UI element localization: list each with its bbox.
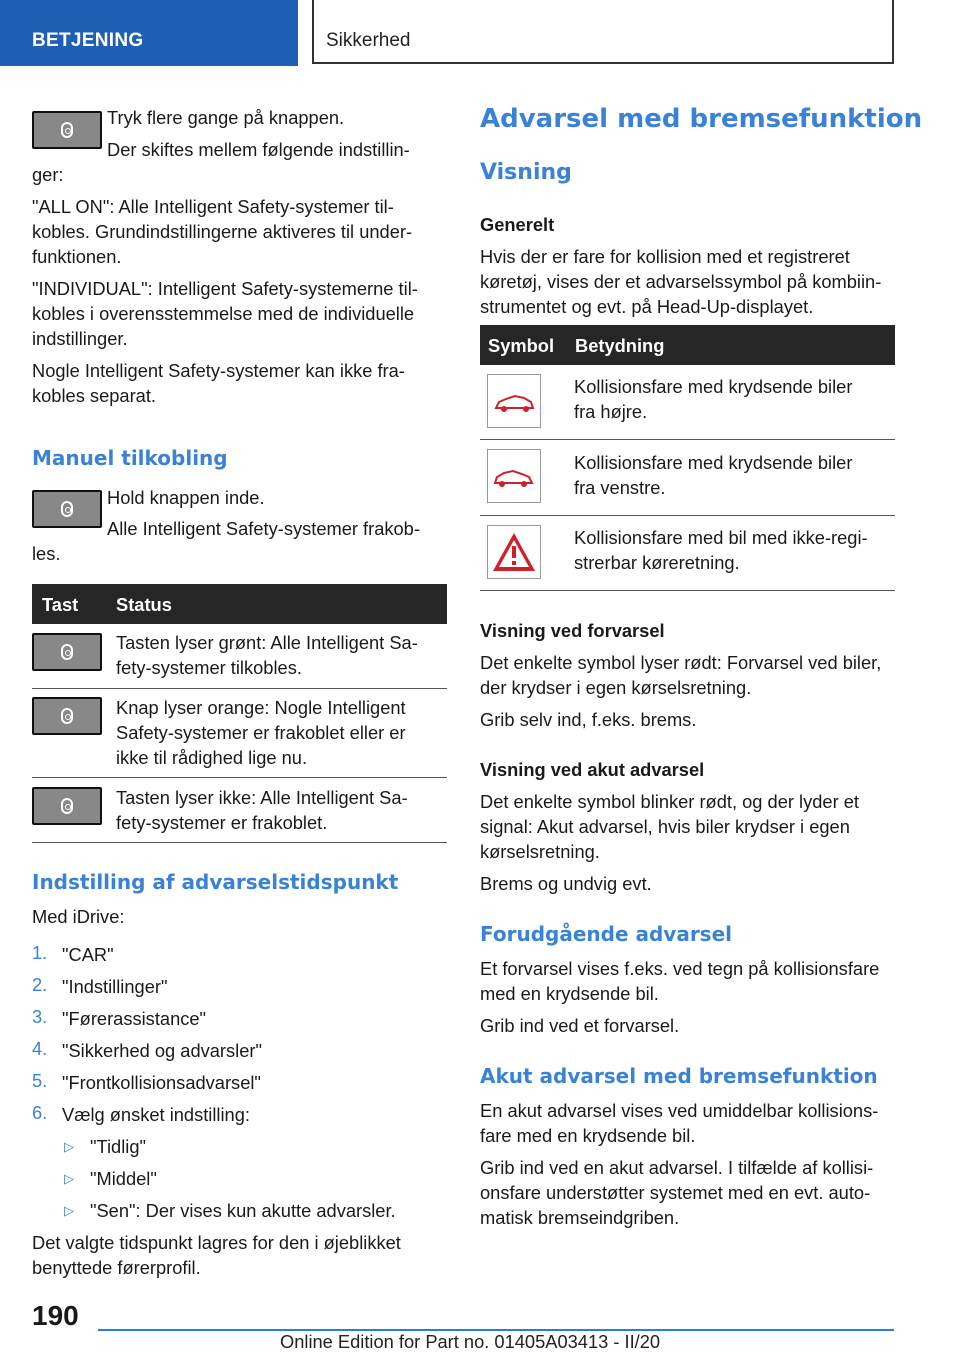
fore-line: Grib ind ved et forvarsel. xyxy=(480,1015,680,1036)
table-divider xyxy=(480,590,895,591)
intro-line: ger: xyxy=(32,164,64,185)
table-cell: Tasten lyser ikke: Alle Intelligent Sa- xyxy=(116,787,408,808)
setting-intro: Med iDrive: xyxy=(32,906,125,927)
fore-heading: Forudgående advarsel xyxy=(480,922,733,946)
step-number: 6. xyxy=(32,1102,48,1123)
step-number: 3. xyxy=(32,1006,48,1027)
table-cell: fra højre. xyxy=(574,401,648,422)
button-table-header xyxy=(32,584,447,624)
table-cell: Kollisionsfare med krydsende biler xyxy=(574,376,853,397)
substep-text: "Sen": Der vises kun akutte advarsler. xyxy=(90,1200,396,1221)
intro-line: "ALL ON": Alle Intelligent Safety-systemer til- xyxy=(32,196,394,217)
main-heading: Advarsel med bremsefunktion xyxy=(480,104,923,134)
car-crossing-right-icon xyxy=(487,374,541,428)
table-cell: Safety-systemer er frakoblet eller er xyxy=(116,722,406,743)
general-line: Hvis der er fare for kollision med et registreret xyxy=(480,246,850,267)
chapter-label: Sikkerhed xyxy=(326,30,411,51)
intro-line: funktionen. xyxy=(32,246,122,267)
display-heading: Visning xyxy=(480,160,572,185)
table-divider xyxy=(32,842,447,843)
safety-button-icon xyxy=(32,490,102,528)
step-number: 5. xyxy=(32,1070,48,1091)
manual-line: Hold knappen inde. xyxy=(107,487,265,508)
step-number: 1. xyxy=(32,942,48,963)
table-cell: Tasten lyser grønt: Alle Intelligent Sa- xyxy=(116,632,418,653)
table-divider xyxy=(32,688,447,689)
bullet-triangle-icon: ▷ xyxy=(64,1139,74,1154)
edition-note: Online Edition for Part no. 01405A03413 - II/20 xyxy=(280,1331,661,1352)
table-cell: Knap lyser orange: Nogle Intelligent xyxy=(116,697,406,718)
akut-line: Grib ind ved en akut advarsel. I tilfælde af kollisi- xyxy=(480,1157,874,1178)
pre-line: der krydser i egen kørselsretning. xyxy=(480,677,752,698)
akut-heading: Akut advarsel med bremsefunktion xyxy=(480,1064,878,1088)
step-text: "CAR" xyxy=(62,944,114,965)
table-header-cell: Status xyxy=(116,594,172,615)
safety-button-off-icon xyxy=(32,787,102,825)
table-divider xyxy=(480,515,895,516)
step-text: "Indstillinger" xyxy=(62,976,168,997)
table-header-cell: Betydning xyxy=(575,335,665,356)
acute-line: signal: Akut advarsel, hvis biler krydser i egen xyxy=(480,816,850,837)
step-text: Vælg ønsket indstilling: xyxy=(62,1104,250,1125)
safety-button-icon xyxy=(32,111,102,149)
car-crossing-left-icon xyxy=(487,449,541,503)
section-label: BETJENING xyxy=(32,30,144,51)
table-cell: strerbar køreretning. xyxy=(574,552,740,573)
bullet-triangle-icon: ▷ xyxy=(64,1203,74,1218)
intro-line: kobles. Grundindstillingerne aktiveres til under- xyxy=(32,221,413,242)
pre-line: Grib selv ind, f.eks. brems. xyxy=(480,709,697,730)
table-cell: fety-systemer tilkobles. xyxy=(116,657,302,678)
fore-line: med en krydsende bil. xyxy=(480,983,659,1004)
table-cell: Kollisionsfare med krydsende biler xyxy=(574,452,853,473)
table-header-cell: Tast xyxy=(42,594,79,615)
intro-line: "INDIVIDUAL": Intelligent Safety-systemerne til- xyxy=(32,278,418,299)
step-text: "Førerassistance" xyxy=(62,1008,207,1029)
table-divider xyxy=(480,439,895,440)
general-heading: Generelt xyxy=(480,214,555,235)
intro-line: indstillinger. xyxy=(32,328,128,349)
intro-line: kobles separat. xyxy=(32,385,156,406)
general-line: strumentet og evt. på Head-Up-displayet. xyxy=(480,296,814,317)
fore-line: Et forvarsel vises f.eks. ved tegn på kollisionsfare xyxy=(480,958,880,979)
step-text: "Sikkerhed og advarsler" xyxy=(62,1040,262,1061)
table-divider xyxy=(32,777,447,778)
symbol-table-header xyxy=(480,325,895,365)
step-number: 4. xyxy=(32,1038,48,1059)
step-text: "Frontkollisionsadvarsel" xyxy=(62,1072,261,1093)
table-header-cell: Symbol xyxy=(488,335,555,356)
manual-line: les. xyxy=(32,543,61,564)
akut-line: onsfare understøtter systemet med en evt. auto- xyxy=(480,1182,871,1203)
pre-line: Det enkelte symbol lyser rødt: Forvarsel ved biler, xyxy=(480,652,882,673)
akut-line: fare med en krydsende bil. xyxy=(480,1125,696,1146)
setting-heading: Indstilling af advarselstidspunkt xyxy=(32,870,399,894)
manual-line: Alle Intelligent Safety-systemer frakob- xyxy=(107,518,420,539)
substep-text: "Tidlig" xyxy=(90,1136,146,1157)
section-tab xyxy=(0,0,298,66)
acute-line: Det enkelte symbol blinker rødt, og der lyder et xyxy=(480,791,859,812)
safety-button-green-icon xyxy=(32,633,102,671)
table-cell: fety-systemer er frakoblet. xyxy=(116,812,328,833)
intro-line: Der skiftes mellem følgende indstillin- xyxy=(107,139,410,160)
warning-triangle-icon xyxy=(487,525,541,579)
step-number: 2. xyxy=(32,974,48,995)
pre-heading: Visning ved forvarsel xyxy=(480,620,665,641)
akut-line: En akut advarsel vises ved umiddelbar kollisions- xyxy=(480,1100,879,1121)
intro-line: Tryk flere gange på knappen. xyxy=(107,107,345,128)
table-cell: fra venstre. xyxy=(574,477,666,498)
safety-button-orange-icon xyxy=(32,697,102,735)
intro-line: Nogle Intelligent Safety-systemer kan ikke fra- xyxy=(32,360,405,381)
manual-heading: Manuel tilkobling xyxy=(32,446,228,470)
table-cell: ikke til rådighed lige nu. xyxy=(116,747,308,768)
acute-heading: Visning ved akut advarsel xyxy=(480,759,705,780)
chapter-tab xyxy=(312,0,894,64)
intro-line: kobles i overensstemmelse med de individuelle xyxy=(32,303,415,324)
page-number: 190 xyxy=(32,1300,79,1331)
table-cell: Kollisionsfare med bil med ikke-regi- xyxy=(574,527,868,548)
bullet-triangle-icon: ▷ xyxy=(64,1171,74,1186)
acute-line: kørselsretning. xyxy=(480,841,600,862)
general-line: køretøj, vises der et advarselssymbol på kombiin- xyxy=(480,271,882,292)
closing-line: Det valgte tidspunkt lagres for den i øjeblikket xyxy=(32,1232,401,1253)
akut-line: matisk bremseindgriben. xyxy=(480,1207,680,1228)
acute-line: Brems og undvig evt. xyxy=(480,873,652,894)
substep-text: "Middel" xyxy=(90,1168,157,1189)
closing-line: benyttede førerprofil. xyxy=(32,1257,201,1278)
